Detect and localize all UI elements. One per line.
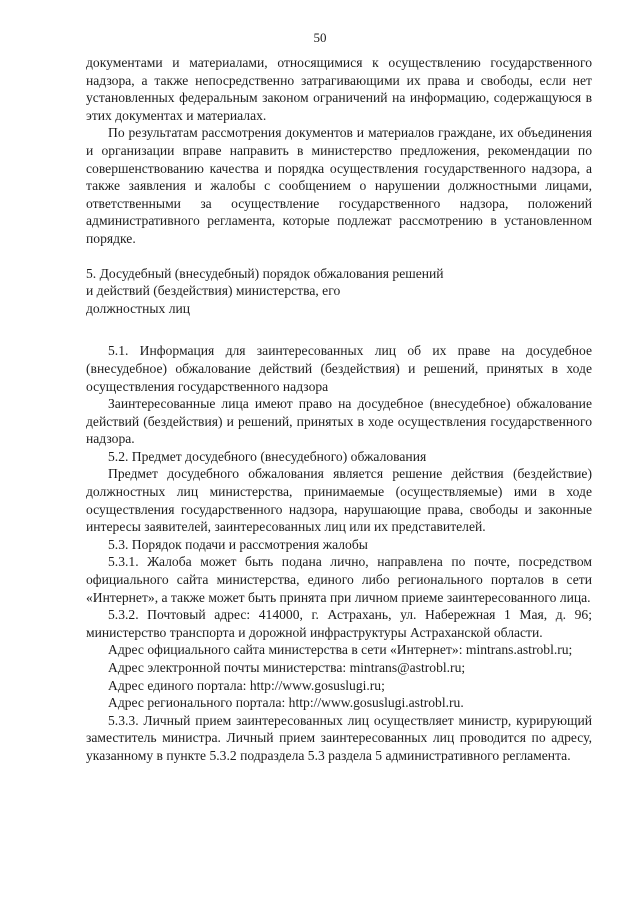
- paragraph-review-results: По результатам рассмотрения документов и материалов граждане, их объединения и организации вправе направить в министерство предложения, рекомендации по совершенствованию качества и порядка осуществления государственного надзора, а также заявления и жалобы с сообщением о нарушении должностными лицами, ответственными за осуществление государственного надзора, положений административного регламента, которые подлежат рассмотрению в установленном порядке.: [86, 125, 592, 246]
- paragraph-right-to-appeal: Заинтересованные лица имеют право на досудебное (внесудебное) обжалование действий (бездействия) и решений, принятых в ходе осуществления государственного надзора.: [86, 396, 592, 447]
- paragraph-continuation: документами и материалами, относящимися к осуществлению государственного надзора, а также непосредственно затрагивающими их права и свободы, если нет установленных федеральным законом ограничений на информацию, содержащуюся в этих документах и материалах.: [86, 55, 592, 123]
- section-heading-line-1: 5. Досудебный (внесудебный) порядок обжалования решений: [86, 265, 444, 281]
- page-number: 50: [313, 30, 327, 45]
- spacer: [86, 248, 592, 265]
- document-body: [86, 54, 592, 765]
- paragraph-5-3-1: 5.3.1. Жалоба может быть подана лично, направлена по почте, посредством официального сайта министерства, единого либо регионального порталов в сети «Интернет», а также может быть принята при личном приеме заинтересованного лица.: [86, 554, 592, 605]
- paragraph-5-2: 5.2. Предмет досудебного (внесудебного) обжалования: [108, 448, 427, 464]
- paragraph-5-3-3: 5.3.3. Личный прием заинтересованных лиц осуществляет министр, курирующий заместитель министра. Личный прием заинтересованных лиц проводится по адресу, указанному в пункте 5.3.2 подраздела 5.3 раздела 5 административного регламента.: [86, 712, 592, 763]
- paragraph-regional-portal: Адрес регионального портала: http://www.gosuslugi.astrobl.ru.: [108, 695, 464, 711]
- section-heading-line-3: должностных лиц: [86, 300, 191, 316]
- section-heading-line-2: и действий (бездействия) министерства, его: [86, 283, 341, 299]
- paragraph-5-3: 5.3. Порядок подачи и рассмотрения жалобы: [108, 536, 368, 552]
- paragraph-subject-of-appeal: Предмет досудебного обжалования является решение действия (бездействие) должностных лиц министерства, принимаемые (осуществляемые) ими в ходе осуществления государственного надзора, нарушающие права, свободы и законные интересы заявителей, заинтересованных лиц или их представителей.: [86, 466, 592, 535]
- paragraph-5-3-2: 5.3.2. Почтовый адрес: 414000, г. Астрахань, ул. Набережная 1 Мая, д. 96; министерство транспорта и дорожной инфраструктуры Астраханской области.: [86, 607, 592, 640]
- paragraph-single-portal: Адрес единого портала: http://www.gosuslugi.ru;: [108, 677, 385, 693]
- paragraph-email: Адрес электронной почты министерства: mintrans@astrobl.ru;: [108, 660, 466, 675]
- paragraph-official-site: Адрес официального сайта министерства в сети «Интернет»: mintrans.astrobl.ru;: [108, 642, 573, 658]
- paragraph-5-1: 5.1. Информация для заинтересованных лиц об их праве на досудебное (внесудебное) обжалование действий (бездействия) и решений, принятых в ходе осуществления государственного надзора: [86, 343, 592, 394]
- spacer: [86, 317, 592, 342]
